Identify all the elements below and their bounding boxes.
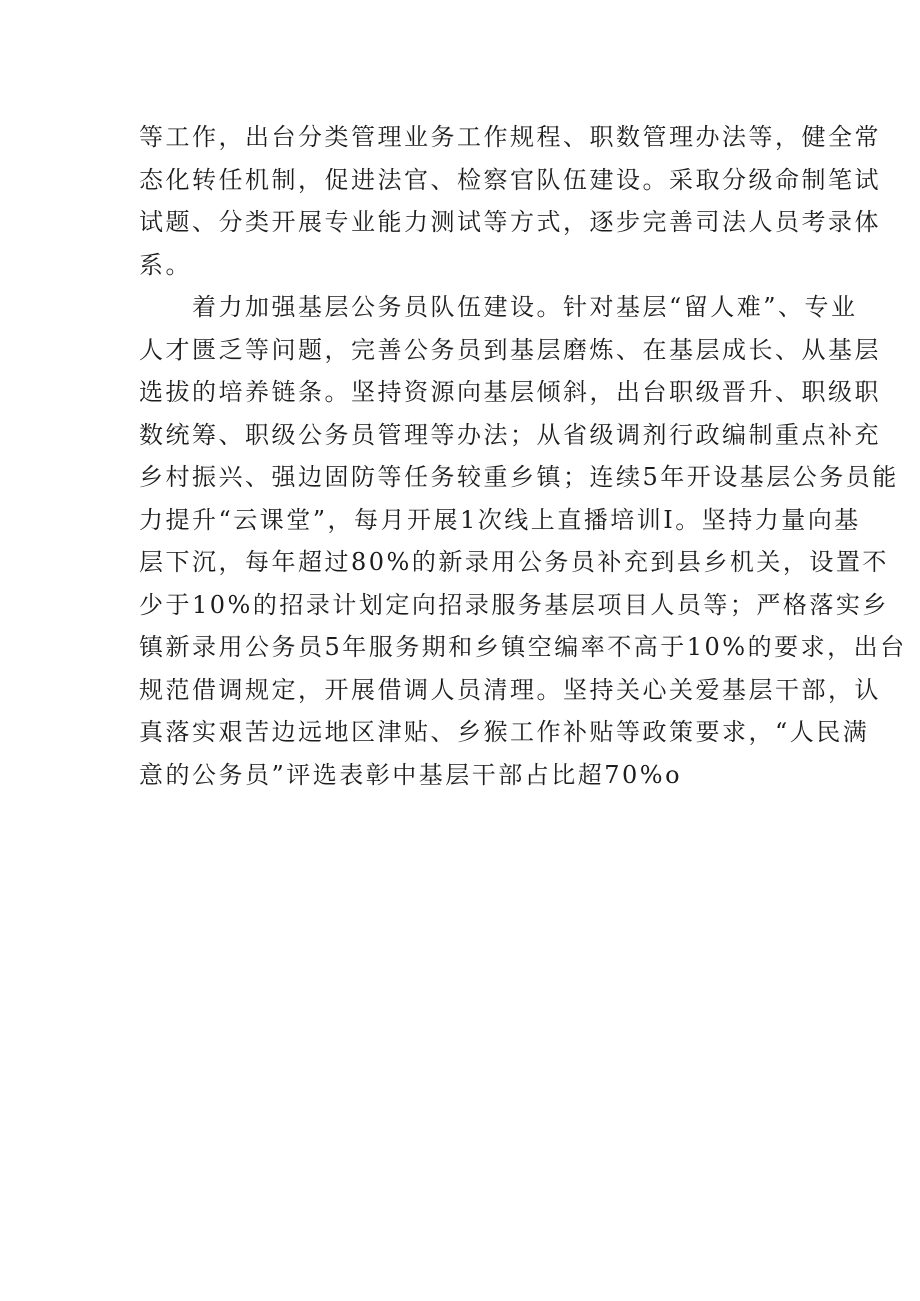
text-line: 态化转任机制，促进法官、检察官队伍建设。采取分级命制笔试 <box>139 165 881 194</box>
text-line: 乡村振兴、强边固防等任务较重乡镇；连续5年开设基层公务员能 <box>139 463 899 491</box>
paragraph-civil-servant-management <box>139 116 881 286</box>
text-line: 真落实艰苦边远地区津贴、乡猴工作补贴等政策要求，“人民满 <box>139 718 870 746</box>
text-line: 层下沉，每年超过80%的新录用公务员补充到县乡机关，设置不 <box>139 548 889 576</box>
text-line: 数统筹、职级公务员管理等办法；从省级调剂行政编制重点补充 <box>139 420 881 449</box>
paragraph-grassroots-team-building <box>139 286 907 796</box>
text-line: 少于10%的招录计划定向招录服务基层项目人员等；严格落实乡 <box>139 590 889 619</box>
text-line: 试题、分类开展专业能力测试等方式，逐步完善司法人员考录体 <box>139 208 881 236</box>
text-line: 等工作，出台分类管理业务工作规程、职数管理办法等，健全常 <box>139 123 881 151</box>
text-line: 着力加强基层公务员队伍建设。针对基层“留人难”、专业 <box>139 293 858 321</box>
text-line: 力提升“云课堂”，每月开展1次线上直播培训I。坚持力量向基 <box>139 505 861 534</box>
document-body <box>139 116 907 796</box>
text-line: 人才匮乏等问题，完善公务员到基层磨炼、在基层成长、从基层 <box>139 335 881 364</box>
text-line: 规范借调规定，开展借调人员清理。坚持关心关爱基层干部，认 <box>139 675 881 704</box>
text-line: 镇新录用公务员5年服务期和乡镇空编率不高于10%的要求，出台 <box>139 633 907 661</box>
text-line: 意的公务员”评选表彰中基层干部占比超70%o <box>139 760 683 789</box>
text-line: 系。 <box>139 250 192 279</box>
text-line: 选拔的培养链条。坚持资源向基层倾斜，出台职级晋升、职级职 <box>139 378 881 406</box>
